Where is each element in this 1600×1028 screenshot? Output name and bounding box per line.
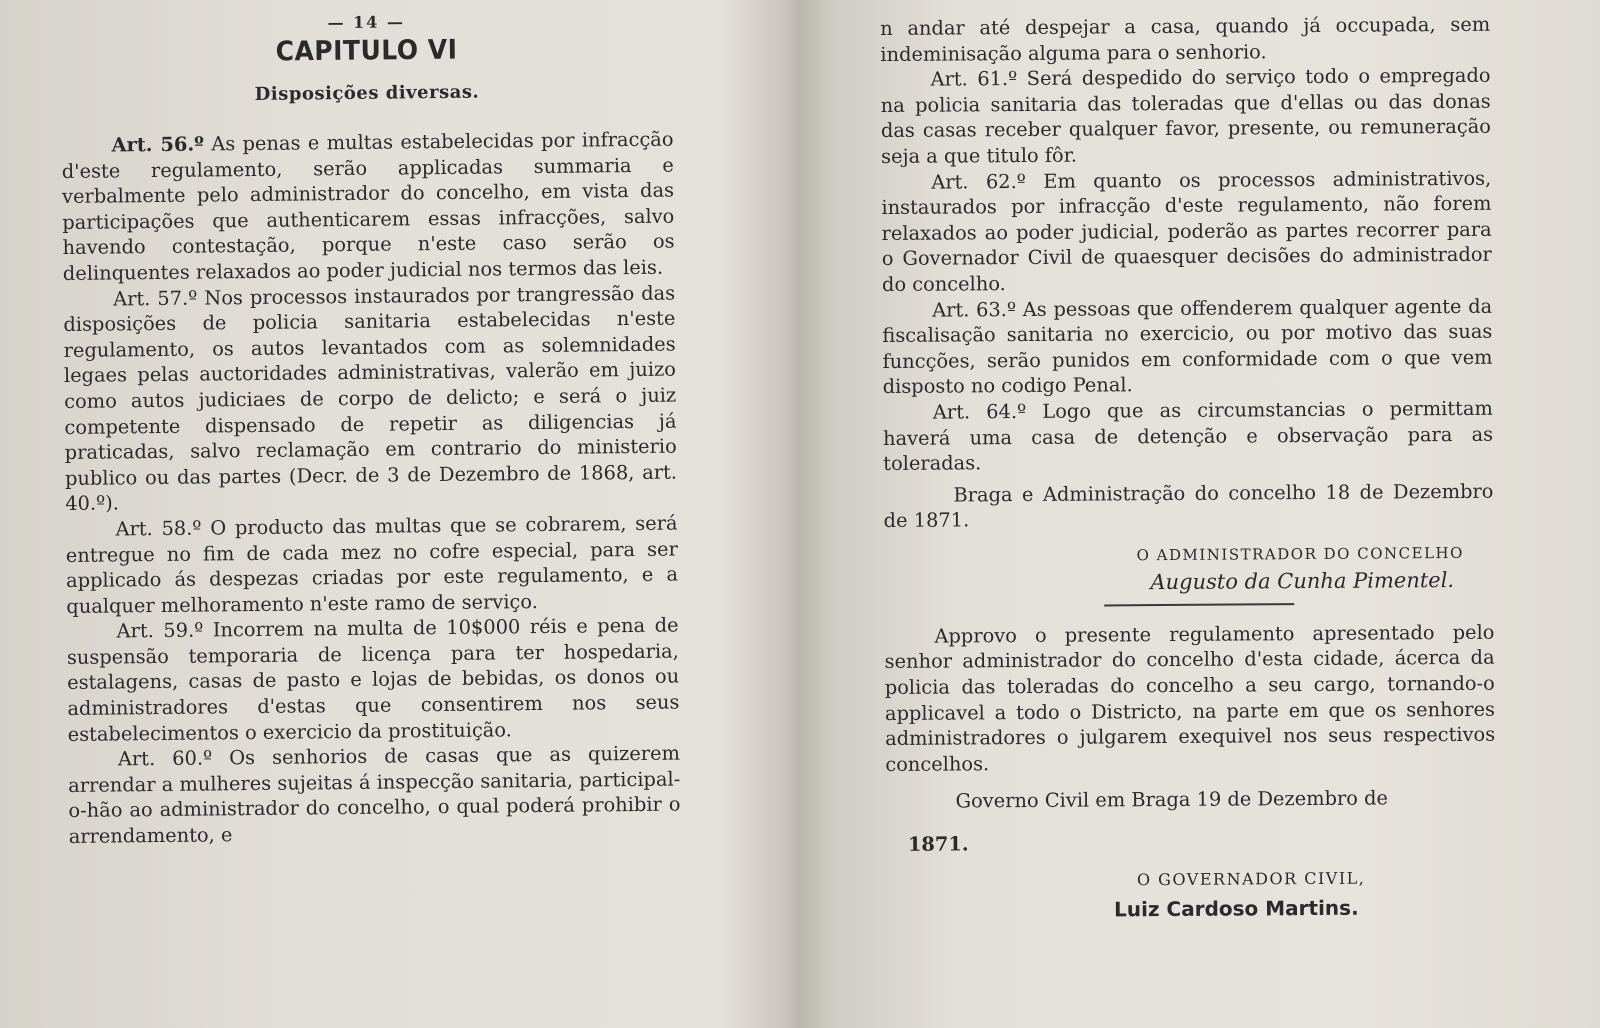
article-label: Art. 58.º [115,516,202,541]
article-61 [880,63,1491,170]
article-60 [68,741,681,850]
section-title: Disposições diversas. [254,81,480,105]
article-label: Art. 59.º [116,618,204,643]
article-label: Art. 57.º [113,286,198,311]
article-text: As pessoas que offenderem qualquer agente da fiscalisação sanitaria no exercicio, ou por motivo das suas funcções, serão punidos em conformidade com o que vem disposto no codigo Penal. [882,294,1493,399]
article-text: Incorrem na multa de 10$000 réis e pena de suspensão temporaria de licença para ter hospedaria, estalagens, casas de pasto e lojas de bebidas, os donos ou administradores d'estas que consentirem nos seus estabelecimentos o exercicio da prostituição. [66,613,680,746]
right-page [880,0,1496,923]
article-58 [65,510,678,619]
article-label: Art. 62.º [931,169,1026,194]
signature-name-administrator: Augusto da Cunha Pimentel. [1150,567,1455,595]
article-57 [63,280,677,517]
article-text: Será despedido do serviço todo o empregado na policia sanitaria das toleradas que d'ellas ou das donas das casas receber qualquer favor, presente, ou remuneração seja a que titulo fôr. [880,63,1491,168]
approval-paragraph: Approvo o presente regulamento apresentado pelo senhor administrador do concelho d'esta cidade, ácerca da policia das toleradas do concelho a seu cargo, tornando-o applicavel a todo o Districto, na parte em que os senhores administradores o julgarem exequivel nos seus respectivos concelhos. [884,620,1496,776]
signature-name-governor: Luiz Cardoso Martins. [1113,895,1359,922]
chapter-title: CAPITULO VI [275,33,458,67]
article-text: Nos processos instaurados por trangressão das disposições de policia sanitaria estabelecidas n'este regulamento, os autos levantados com as solemnidades legaes pelas auctoridades administrativas, valerão em juizo como autos judiciaes de corpo de delicto; e será o juiz competente dispensado de repetir as diligencias já praticadas, salvo reclamação em contrario do ministerio publico ou das partes (Decr. de 3 de Dezembro de 1868, art. 40.º). [63,281,678,516]
article-63 [882,293,1493,400]
divider-line [1104,603,1294,606]
article-text: Logo que as circumstancias o permittam haverá uma casa de detenção e observação para as toleradas. [882,396,1494,476]
signature-title-administrator: O ADMINISTRADOR DO CONCELHO [1136,543,1464,565]
article-label: Art. 56.º [111,132,204,157]
article-label: Art. 64.º [932,399,1027,424]
signature-title-governor: O GOVERNADOR CIVIL, [1136,868,1366,890]
article-label: Art. 63.º [932,297,1017,322]
place-date-governo-civil: Governo Civil em Braga 19 de Dezembro de [955,786,1389,813]
article-56 [61,127,675,287]
year-line: 1871. [907,832,969,856]
article-text: O producto das multas que se cobrarem, será entregue no fim de cada mez no cofre especial, para ser applicado ás despezas criadas por este regulamento, e a qualquer melhoramento n'este ramo de serviço. [65,511,679,618]
article-label: Art. 60.º [117,746,213,771]
article-text: Em quanto os processos administrativos, instaurados por infracção d'este regulamento, não forem relaxados ao poder judicial, poderão as partes recorrer para o Governador Civil de quaesquer decisões do administrador do concelho. [881,166,1492,296]
article-62 [881,165,1492,297]
article-text: Os senhorios de casas que as quizerem arrendar a mulheres sujeitas á inspecção sanitaria, participal-o-hão ao administrador do concelho, o qual poderá prohibir o arrendamento, e [68,741,681,848]
article-64 [883,396,1494,477]
article-label: Art. 61.º [930,67,1018,91]
place-date-administration: Braga e Administração do concelho 18 de Dezembro de 1871. [883,479,1494,533]
article-59 [66,613,679,747]
left-page [60,0,681,850]
page-number-left: — 14 — [327,12,406,33]
continuation-text: n andar até despejar a casa, quando já occupada, sem indeminisação alguma para o senhorio. [880,12,1491,66]
article-text: As penas e multas estabelecidas por infracção d'este regulamento, serão applicadas summaria e verbalmente pelo administrador do concelho, em vista das participações que authenticarem essas infracções, salvo havendo contestação, porque n'este caso serão os delinquentes relaxados ao poder judicial nos termos das leis. [61,127,675,285]
